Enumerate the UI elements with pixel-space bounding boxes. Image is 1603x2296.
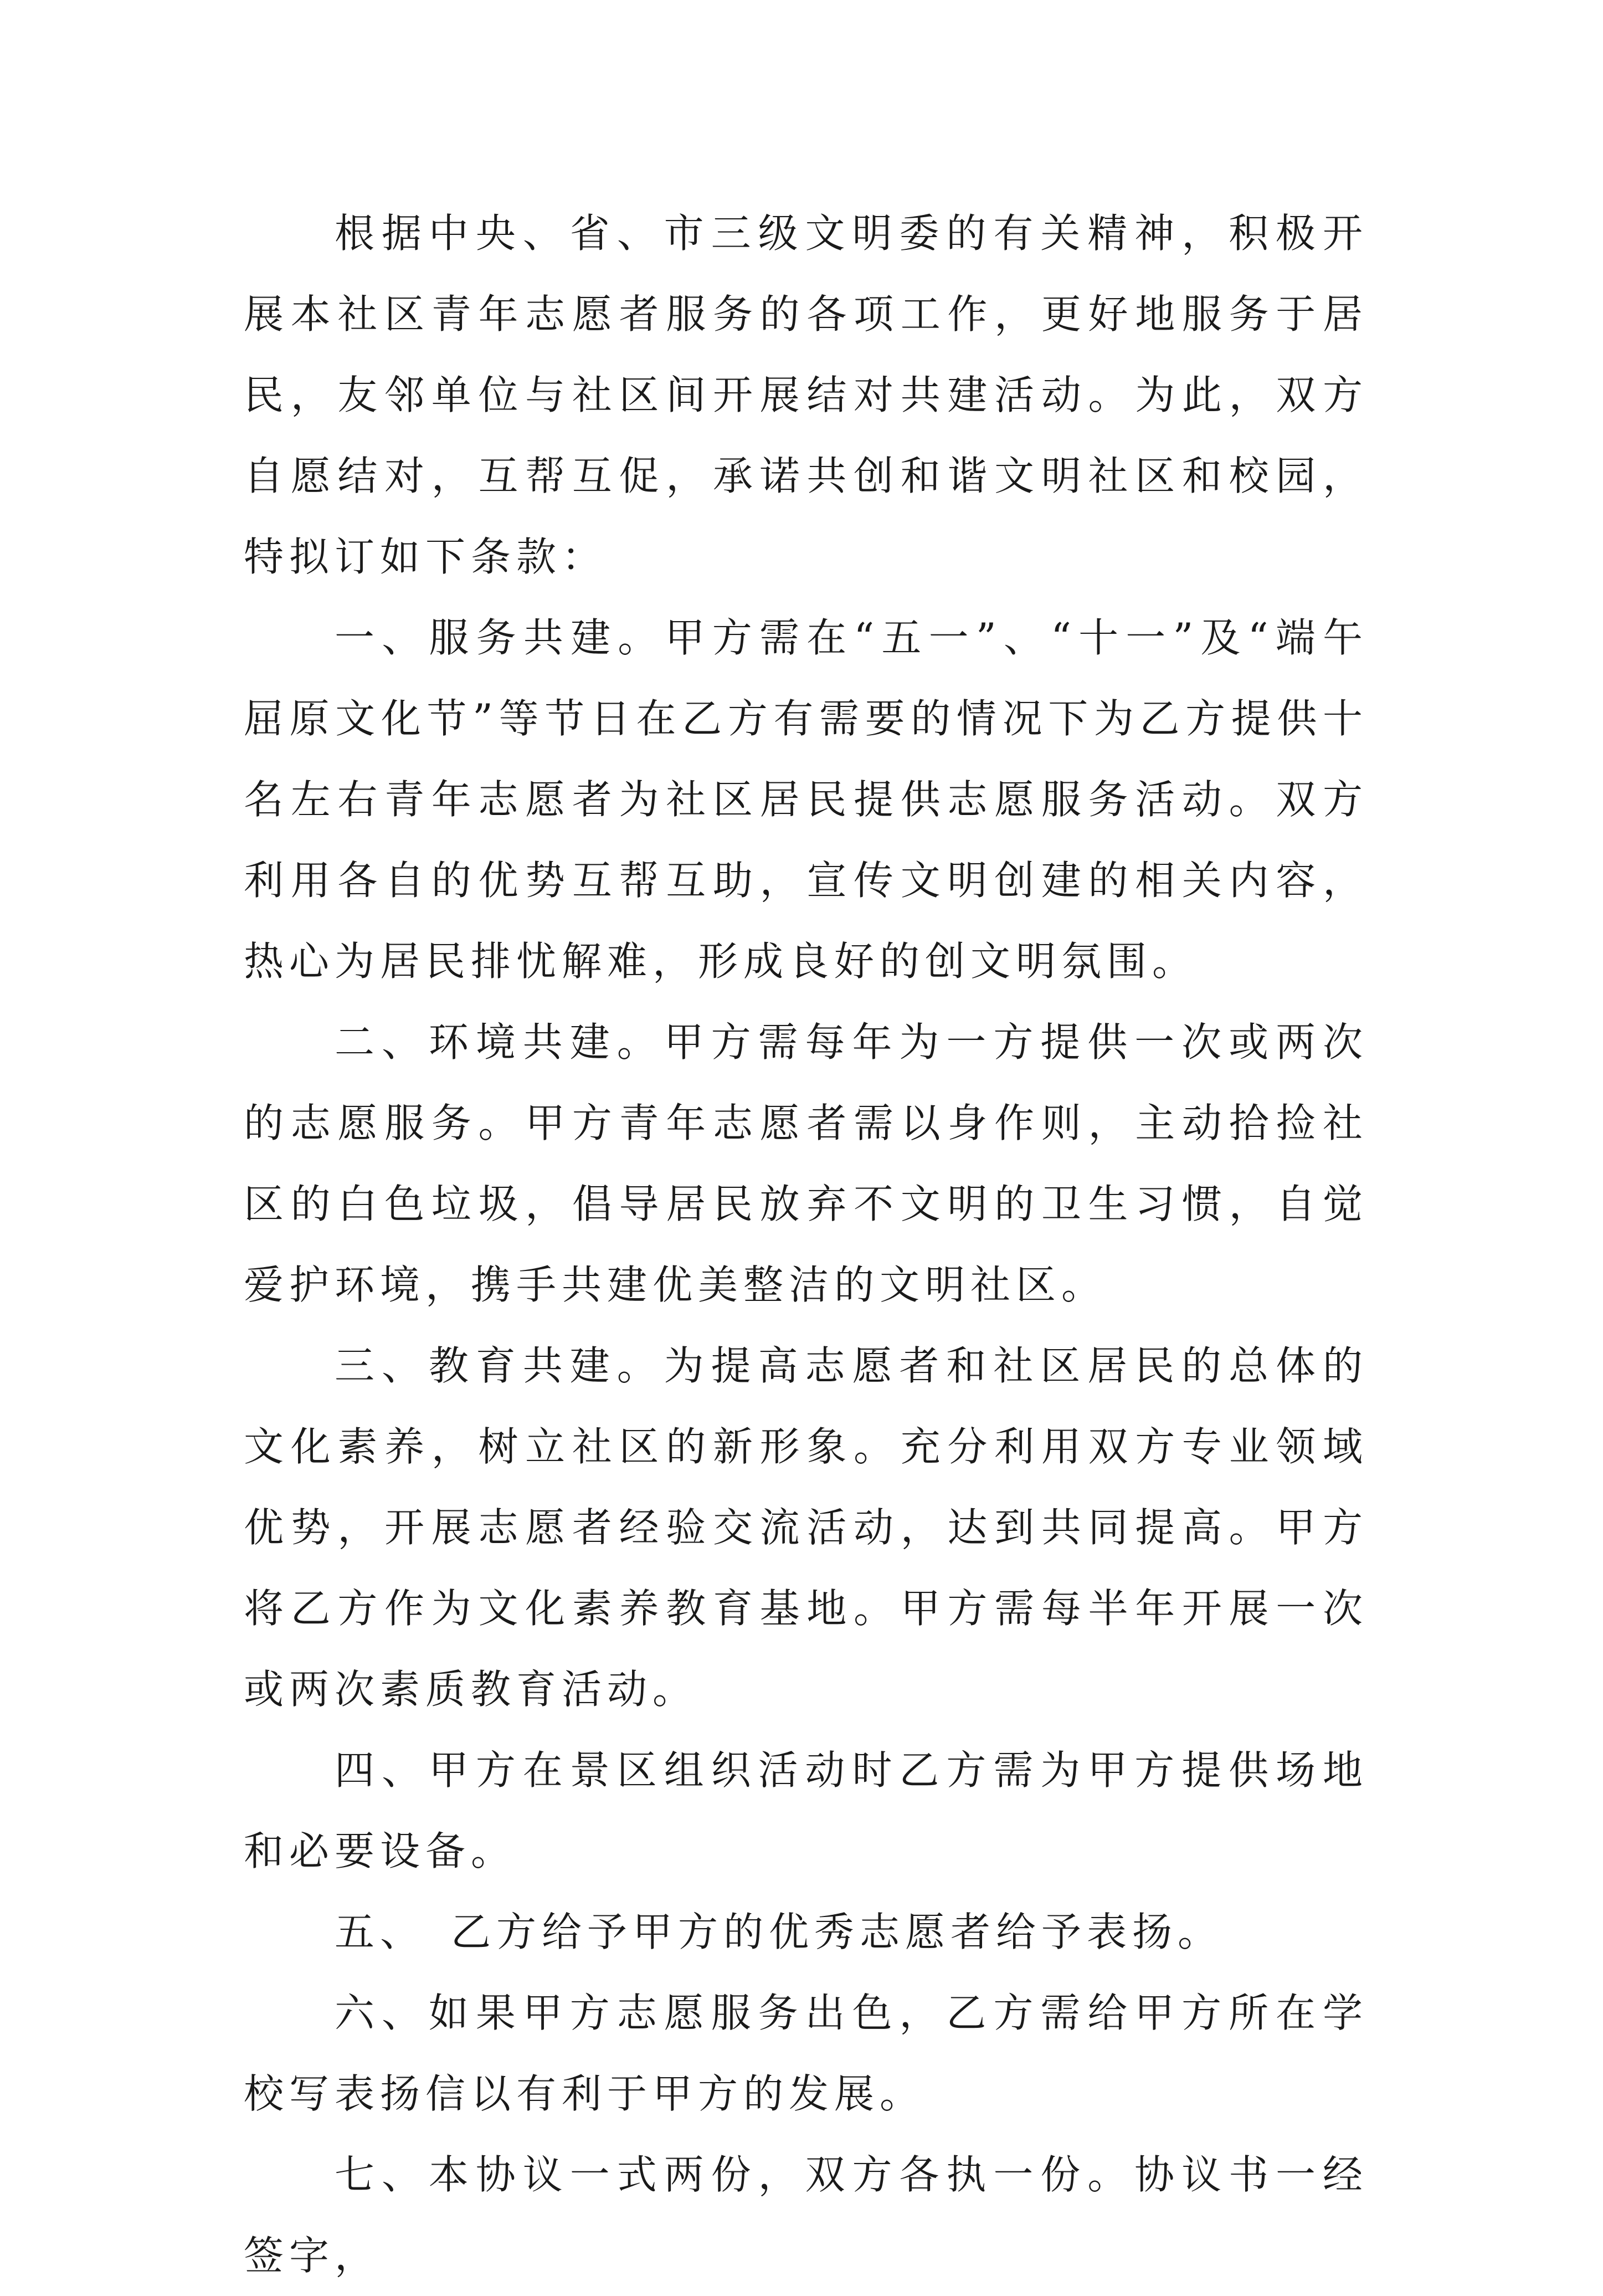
paragraph-clause-4: 四、甲方在景区组织活动时乙方需为甲方提供场地和必要设备。	[244, 1747, 1368, 1874]
paragraph-clause-2: 二、环境共建。甲方需每年为一方提供一次或两次的志愿服务。甲方青年志愿者需以身作则，主动拾捡社区的白色垃圾，倡导居民放弃不文明的卫生习惯，自觉爱护环境，携手共建优美整洁的文明社区。	[244, 1019, 1368, 1308]
paragraph-clause-1: 一、服务共建。甲方需在“五一”、“十一”及“端午屈原文化节”等节日在乙方有需要的情况下为乙方提供十名左右青年志愿者为社区居民提供志愿服务活动。双方利用各自的优势互帮互助，宣传文明创建的相关内容，热心为居民排忧解难，形成良好的创文明氛围。	[244, 614, 1368, 985]
paragraph-clause-6: 六、如果甲方志愿服务出色，乙方需给甲方所在学校写表扬信以有利于甲方的发展。	[244, 1990, 1368, 2117]
agreement-body	[244, 193, 1368, 2296]
paragraph-clause-3: 三、教育共建。为提高志愿者和社区居民的总体的文化素养，树立社区的新形象。充分利用双方专业领域优势，开展志愿者经验交流活动，达到共同提高。甲方将乙方作为文化素养教育基地。甲方需每半年开展一次或两次素质教育活动。	[244, 1342, 1368, 1713]
paragraph-preamble: 根据中央、省、市三级文明委的有关精神，积极开展本社区青年志愿者服务的各项工作，更好地服务于居民，友邻单位与社区间开展结对共建活动。为此，双方自愿结对，互帮互促，承诺共创和谐文明社区和校园，特拟订如下条款：	[244, 210, 1368, 580]
paragraph-clause-7: 七、本协议一式两份，双方各执一份。协议书一经签字，	[244, 2151, 1368, 2279]
paragraph-clause-5: 五、 乙方给予甲方的优秀志愿者给予表扬。	[335, 1909, 1224, 1955]
